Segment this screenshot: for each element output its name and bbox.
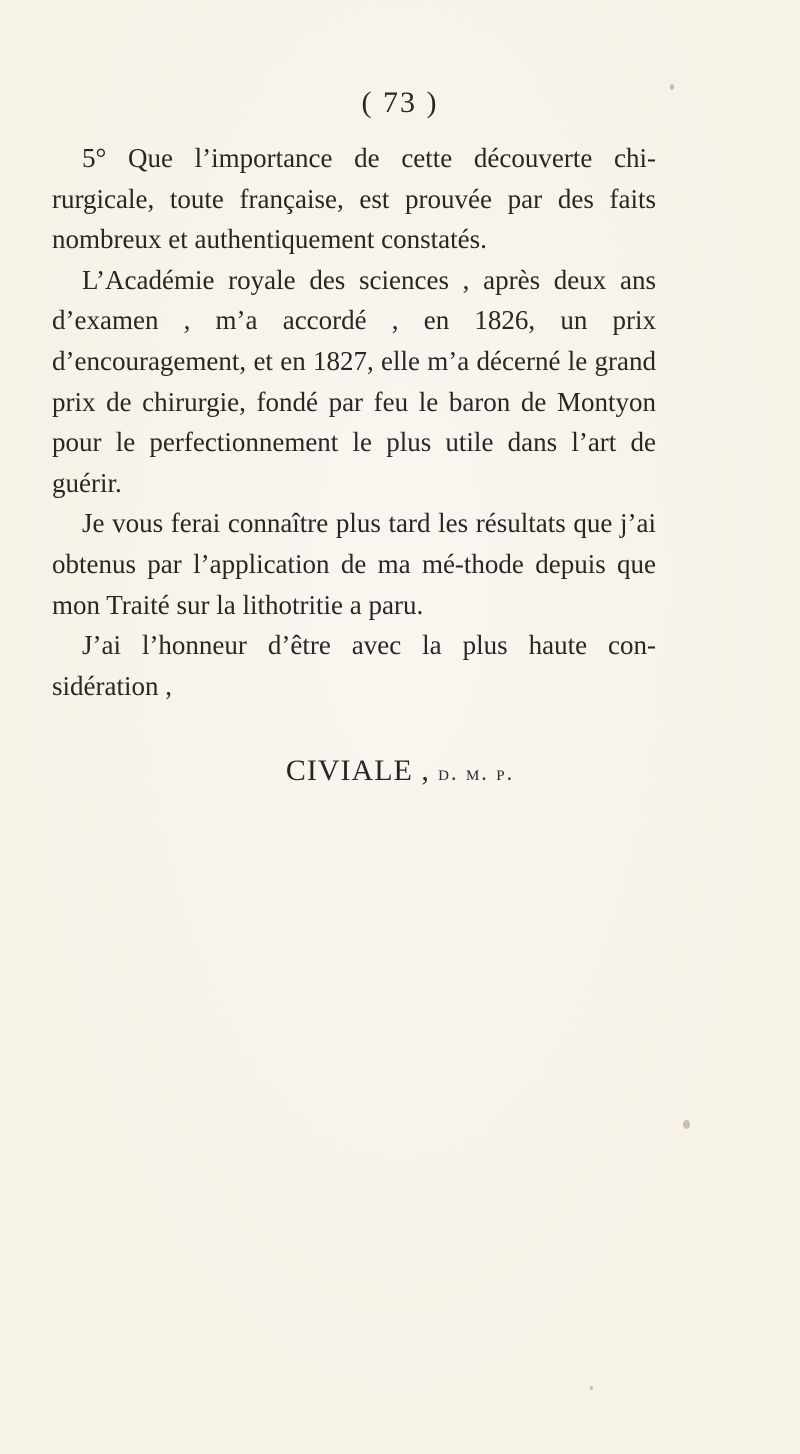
page-number: ( 73 ) xyxy=(361,86,439,119)
paragraph-4: J’ai l’honneur d’être avec la plus haute con-sidération , xyxy=(52,630,656,701)
paragraph-2: L’Académie royale des sciences , après deux ans d’examen , m’a accordé , en 1826, un prix d’encouragement, et en 1827, elle m’a décerné le grand prix de chirurgie, fondé par feu le baron de Montyon pour le perfectionnement le plus utile dans l’art de guérir. xyxy=(52,264,656,498)
paper-speck xyxy=(590,1386,593,1390)
paragraph-1: 5° Que l’importance de cette découverte chi-rurgicale, toute française, est prouvée par des faits nombreux et authentiquement constatés. xyxy=(52,143,656,255)
signature-name: CIVIALE , xyxy=(285,754,430,787)
body-text xyxy=(52,138,656,706)
paragraph-3: Je vous ferai connaître plus tard les résultats que j’ai obtenus par l’application de ma mé-thode depuis que mon Traité sur la lithotritie a paru. xyxy=(52,508,656,620)
paper-speck xyxy=(683,1120,690,1129)
signature-title: d. m. p. xyxy=(438,760,515,785)
paper-speck xyxy=(670,84,674,90)
signature xyxy=(0,754,800,788)
